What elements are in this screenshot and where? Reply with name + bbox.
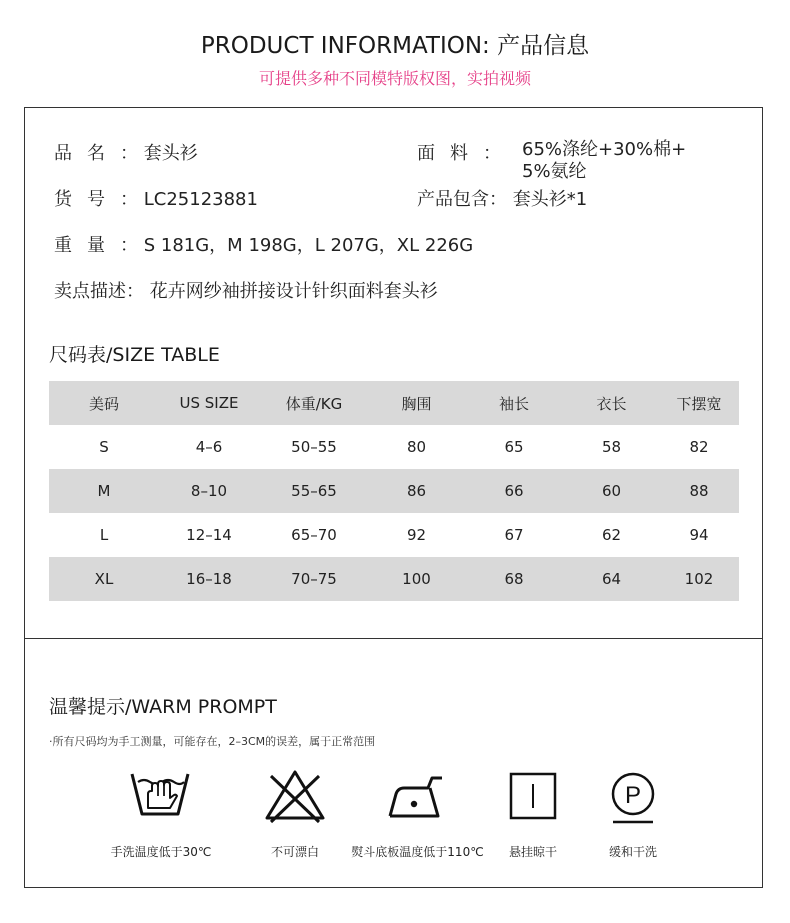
table-cell: 80 (406, 438, 427, 456)
column-header: 袖长 (464, 381, 564, 425)
column-header: 衣长 (564, 381, 659, 425)
table-cell: 60 (564, 469, 659, 513)
gentle-dry-clean-icon (568, 768, 698, 828)
size-table-heading: 尺码表/SIZE TABLE (49, 344, 220, 366)
table-cell: 100 (369, 557, 464, 601)
table-cell: 62 (601, 526, 622, 544)
info-weight-value: S 181G，M 198G，L 207G，XL 226G (143, 235, 474, 256)
info-fabric-value-line-2: 5%氨纶 (522, 161, 587, 182)
info-fabric-value (522, 139, 686, 183)
svg-text:P: P (624, 782, 642, 809)
column-header: 下摆宽 (659, 381, 739, 425)
table-cell: 8–10 (159, 469, 259, 513)
table-cell: 16–18 (159, 557, 259, 601)
info-fabric-row (417, 139, 501, 165)
iron-icon (351, 768, 481, 824)
column-header: 胸围 (369, 381, 464, 425)
care-label-no-bleach: 不可漂白 (270, 845, 319, 859)
table-cell: L (99, 526, 109, 544)
info-sku-label: 货号： (54, 189, 138, 210)
table-cell: 66 (464, 469, 564, 513)
table-cell: 12–14 (186, 526, 232, 544)
table-cell: 67 (504, 526, 524, 544)
table-cell: 55–65 (259, 469, 369, 513)
info-selling-value: 花卉网纱袖拼接设计针织面料套头衫 (149, 281, 438, 302)
table-row (49, 557, 739, 601)
info-name-value: 套头衫 (143, 143, 198, 164)
size-table (49, 381, 739, 601)
table-cell: 65 (504, 438, 524, 456)
hand-wash-icon (95, 768, 225, 824)
table-cell: M (49, 469, 159, 513)
section-divider (25, 638, 762, 639)
column-header: 美码 (49, 381, 159, 425)
table-cell: 94 (689, 526, 709, 544)
table-cell: 70–75 (259, 557, 369, 601)
info-weight-row (54, 231, 473, 257)
column-header: 体重/KG (259, 381, 369, 425)
care-label-hand-wash: 手洗温度低于30℃ (110, 845, 212, 859)
info-name-label: 品名： (54, 143, 138, 164)
table-cell: 64 (564, 557, 659, 601)
info-includes-label: 产品包含： (417, 189, 507, 210)
table-cell: XL (49, 557, 159, 601)
table-row (49, 469, 739, 513)
table-cell: 4–6 (195, 438, 223, 456)
column-header: US SIZE (159, 381, 259, 425)
info-sku-row (54, 185, 258, 211)
info-selling-label: 卖点描述： (54, 281, 144, 302)
care-label-gentle-dry-clean: 缓和干洗 (608, 845, 657, 859)
measurement-note: ·所有尺码均为手工测量，可能存在，2–3CM的误差，属于正常范围 (49, 735, 376, 748)
info-selling-row (54, 277, 438, 303)
info-sku-value: LC25123881 (143, 189, 258, 210)
info-fabric-value-line-1: 65%涤纶+30%棉+ (522, 139, 687, 160)
table-cell: 68 (464, 557, 564, 601)
table-cell: 82 (689, 438, 709, 456)
warm-prompt-heading: 温馨提示/WARM PROMPT (49, 696, 277, 718)
table-row (49, 425, 739, 469)
table-cell: S (99, 438, 109, 456)
size-table-header-row (49, 381, 739, 425)
product-info-frame (24, 107, 763, 888)
care-label-hang-dry: 悬挂晾干 (508, 845, 557, 859)
table-row (49, 513, 739, 557)
info-includes-row (417, 185, 587, 211)
page-subtitle: 可提供多种不同模特版权图，实拍视频 (258, 69, 531, 88)
no-bleach-icon (230, 768, 360, 824)
table-cell: 50–55 (291, 438, 337, 456)
info-fabric-label: 面料： (417, 143, 501, 164)
page-title: PRODUCT INFORMATION: 产品信息 (200, 33, 590, 59)
care-label-iron: 熨斗底板温度低于110℃ (351, 845, 484, 859)
table-cell: 92 (406, 526, 427, 544)
info-weight-label: 重量： (54, 235, 138, 256)
table-cell: 65–70 (291, 526, 337, 544)
info-includes-value: 套头衫*1 (512, 189, 588, 210)
table-cell: 88 (659, 469, 739, 513)
table-cell: 58 (601, 438, 622, 456)
table-cell: 86 (369, 469, 464, 513)
table-cell: 102 (659, 557, 739, 601)
info-name-row (54, 139, 198, 165)
